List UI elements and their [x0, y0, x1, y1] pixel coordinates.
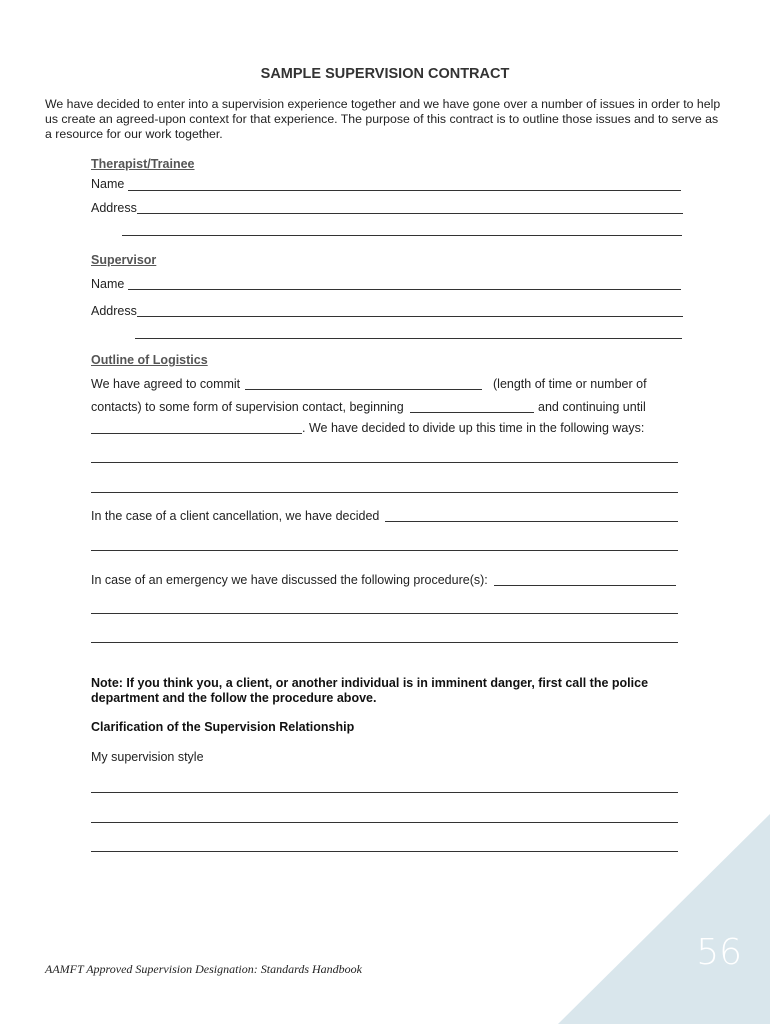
supervisor-heading: Supervisor	[91, 253, 157, 267]
style-field-1[interactable]	[91, 792, 678, 793]
logistics-line2-b: and continuing until	[538, 400, 646, 414]
trainee-address-label: Address	[91, 201, 137, 215]
page-title: SAMPLE SUPERVISION CONTRACT	[260, 66, 510, 82]
cancellation-field-1[interactable]	[385, 521, 678, 522]
emergency-label: In case of an emergency we have discussed the following procedure(s):	[91, 573, 488, 587]
commitment-field[interactable]	[245, 389, 482, 390]
corner-triangle	[558, 814, 770, 1024]
until-date-field[interactable]	[91, 433, 302, 434]
cancellation-label: In the case of a client cancellation, we have decided	[91, 509, 380, 523]
trainee-name-field[interactable]	[128, 190, 681, 191]
emergency-field-2[interactable]	[91, 613, 678, 614]
clarification-heading: Clarification of the Supervision Relationship	[91, 720, 355, 734]
supervision-style-label: My supervision style	[91, 750, 204, 764]
trainee-name-label: Name	[91, 177, 125, 191]
trainee-heading: Therapist/Trainee	[91, 157, 195, 171]
supervisor-address-field-2[interactable]	[135, 338, 682, 339]
logistics-heading: Outline of Logistics	[91, 353, 208, 367]
page-number: 56	[696, 932, 742, 973]
beginning-date-field[interactable]	[410, 412, 534, 413]
logistics-line2-a: contacts) to some form of supervision contact, beginning	[91, 400, 404, 414]
trainee-address-field-1[interactable]	[137, 213, 683, 214]
emergency-field-1[interactable]	[494, 585, 676, 586]
cancellation-field-2[interactable]	[91, 550, 678, 551]
supervisor-address-label: Address	[91, 304, 137, 318]
emergency-field-3[interactable]	[91, 642, 678, 643]
trainee-address-field-2[interactable]	[122, 235, 682, 236]
division-field-2[interactable]	[91, 492, 678, 493]
logistics-line1-a: We have agreed to commit	[91, 377, 241, 391]
supervisor-name-field[interactable]	[128, 289, 681, 290]
logistics-line3: . We have decided to divide up this time in the following ways:	[302, 421, 645, 435]
supervisor-address-field-1[interactable]	[137, 316, 683, 317]
division-field-1[interactable]	[91, 462, 678, 463]
supervisor-name-label: Name	[91, 277, 125, 291]
intro-paragraph: We have decided to enter into a supervision experience together and we have gone over a number of issues in order to help us create an agreed-upon context for that experience. The purpose of this contract is to outline those issues and to serve as a resource for our work together.	[45, 97, 721, 141]
footer-text: AAMFT Approved Supervision Designation: Standards Handbook	[45, 962, 362, 976]
danger-note: Note: If you think you, a client, or another individual is in imminent danger, first call the police department and the follow the procedure above.	[91, 676, 649, 705]
logistics-line1-b: (length of time or number of	[493, 377, 647, 391]
